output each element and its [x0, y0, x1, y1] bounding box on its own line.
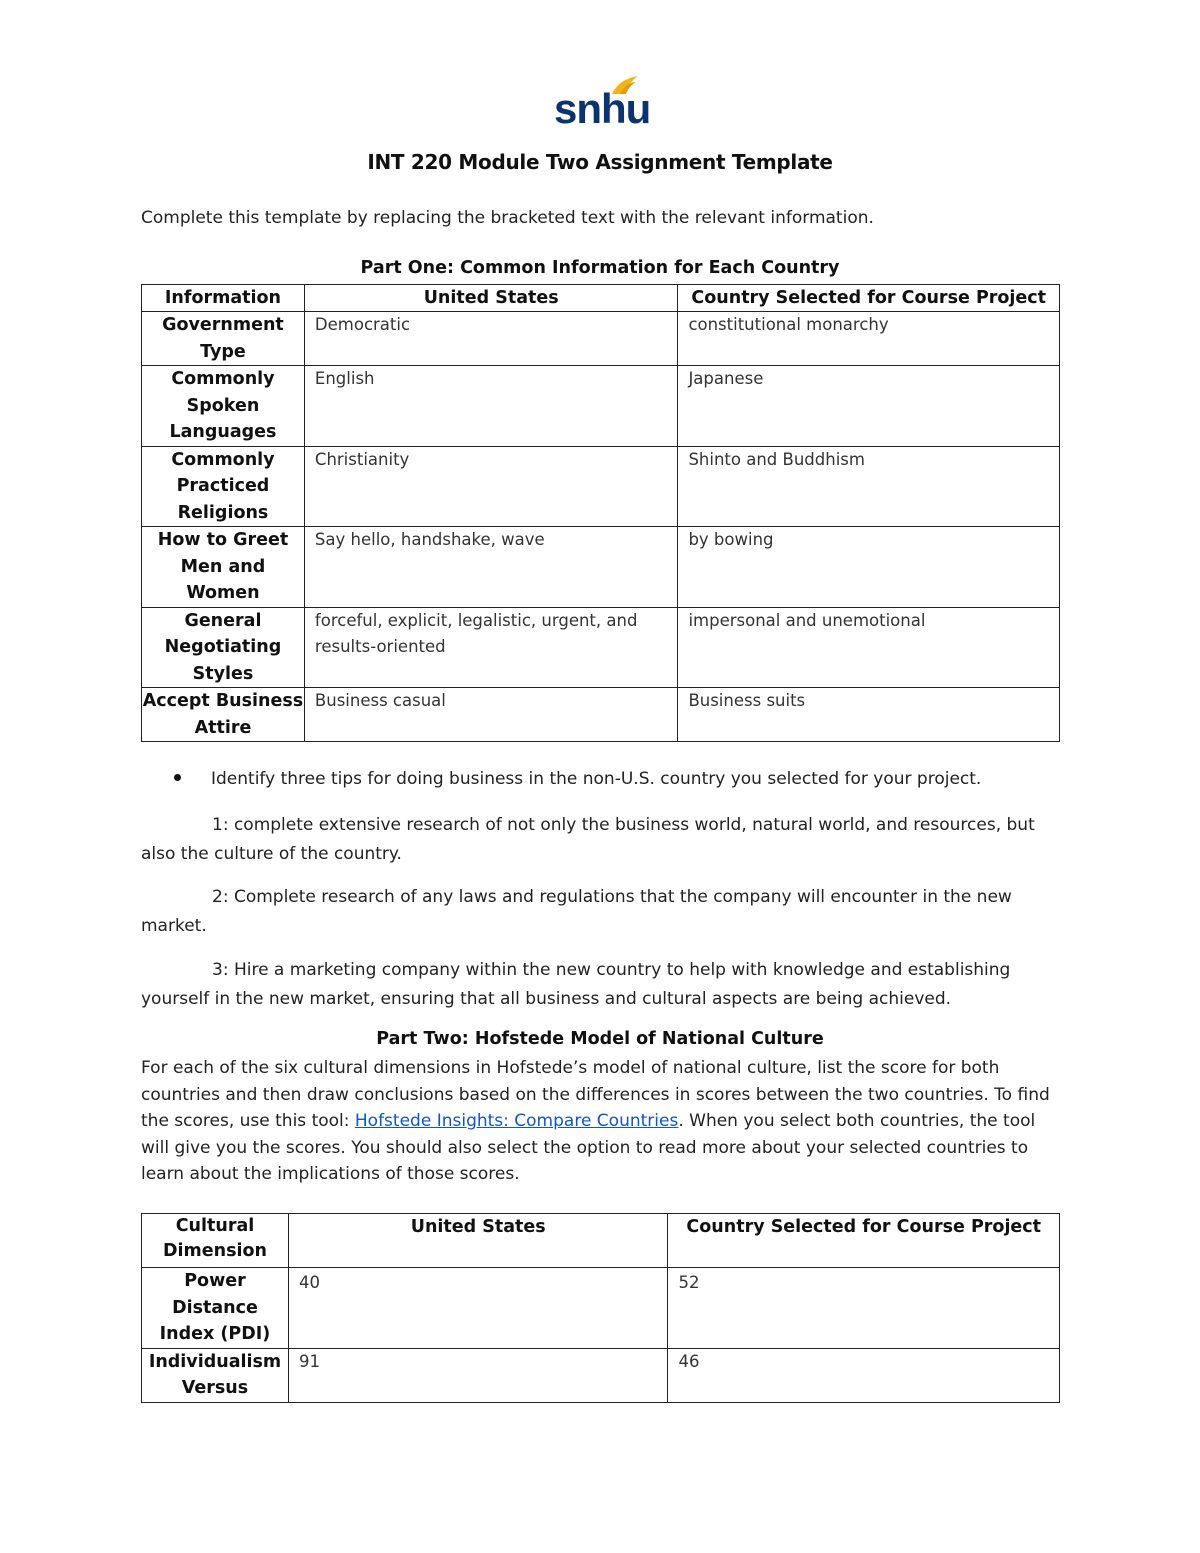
- table-header-row: [142, 285, 1060, 312]
- us-score[interactable]: 40: [288, 1268, 668, 1349]
- row-label: How to Greet Men and Women: [142, 527, 305, 608]
- selected-country-value[interactable]: Japanese: [678, 366, 1060, 447]
- tips-prompt: Identify three tips for doing business in the non-U.S. country you selected for your project.: [211, 769, 982, 789]
- column-header: United States: [304, 285, 678, 312]
- table-row: [142, 1268, 1060, 1349]
- table-row: [142, 446, 1060, 527]
- part-two-heading: Part Two: Hofstede Model of National Culture: [376, 1029, 824, 1049]
- table-header-row: [142, 1214, 1060, 1268]
- table-row: [142, 1348, 1060, 1402]
- us-value[interactable]: Christianity: [304, 446, 678, 527]
- description-text: . When you select both countries, the tool will give you the scores. You should also select the option to read more about your selected countries to learn about the implications of those scores.: [141, 1111, 1036, 1184]
- column-header: Cultural Dimension: [142, 1214, 289, 1268]
- row-label: Commonly Practiced Religions: [142, 446, 305, 527]
- column-header: Information: [142, 285, 305, 312]
- selected-country-score[interactable]: 46: [668, 1348, 1060, 1402]
- table-row: [142, 527, 1060, 608]
- table-row: [142, 688, 1060, 742]
- part-two-description: [141, 1055, 1063, 1188]
- row-label: Power Distance Index (PDI): [142, 1268, 289, 1349]
- row-label: Individualism Versus: [142, 1348, 289, 1402]
- table-row: [142, 607, 1060, 688]
- column-header: Country Selected for Course Project: [678, 285, 1060, 312]
- selected-country-value[interactable]: impersonal and unemotional: [678, 607, 1060, 688]
- column-header: Country Selected for Course Project: [668, 1214, 1060, 1268]
- tip-item[interactable]: 1: complete extensive research of not only the business world, natural world, and resources, but also the culture of the country.: [141, 815, 1035, 864]
- hofstede-link[interactable]: Hofstede Insights: Compare Countries: [354, 1111, 679, 1131]
- bullet-icon: [174, 774, 181, 781]
- row-label: Commonly Spoken Languages: [142, 366, 305, 447]
- us-score[interactable]: 91: [288, 1348, 668, 1402]
- tip-item[interactable]: 2: Complete research of any laws and regulations that the company will encounter in the new market.: [141, 887, 1012, 936]
- us-value[interactable]: forceful, explicit, legalistic, urgent, and results-oriented: [304, 607, 678, 688]
- snhu-logo: [554, 74, 651, 134]
- intro-text: Complete this template by replacing the bracketed text with the relevant information.: [141, 208, 874, 228]
- part-one-heading: Part One: Common Information for Each Country: [360, 258, 840, 278]
- us-value[interactable]: English: [304, 366, 678, 447]
- tip-item[interactable]: 3: Hire a marketing company within the new country to help with knowledge and establishing yourself in the new market, ensuring that all business and cultural aspects are being achieved.: [141, 960, 1011, 1009]
- part-two-table: [141, 1213, 1060, 1403]
- document-title: INT 220 Module Two Assignment Template: [367, 150, 833, 174]
- table-row: [142, 312, 1060, 366]
- selected-country-value[interactable]: constitutional monarchy: [678, 312, 1060, 366]
- table-row: [142, 366, 1060, 447]
- us-value[interactable]: Business casual: [304, 688, 678, 742]
- description-text: For each of the six cultural dimensions in Hofstede’s model of national culture, list the score for both countries and then draw conclusions based on the differences in scores between the two countries. To find the scores, use this tool:: [141, 1058, 1050, 1131]
- us-value[interactable]: Say hello, handshake, wave: [304, 527, 678, 608]
- us-value[interactable]: Democratic: [304, 312, 678, 366]
- tips-bullet: [174, 769, 981, 789]
- row-label: Accept Business Attire: [142, 688, 305, 742]
- logo-wordmark: snhu: [554, 85, 651, 132]
- selected-country-value[interactable]: Business suits: [678, 688, 1060, 742]
- selected-country-value[interactable]: Shinto and Buddhism: [678, 446, 1060, 527]
- row-label: General Negotiating Styles: [142, 607, 305, 688]
- selected-country-score[interactable]: 52: [668, 1268, 1060, 1349]
- selected-country-value[interactable]: by bowing: [678, 527, 1060, 608]
- part-one-table: [141, 284, 1060, 742]
- column-header: United States: [288, 1214, 668, 1268]
- row-label: Government Type: [142, 312, 305, 366]
